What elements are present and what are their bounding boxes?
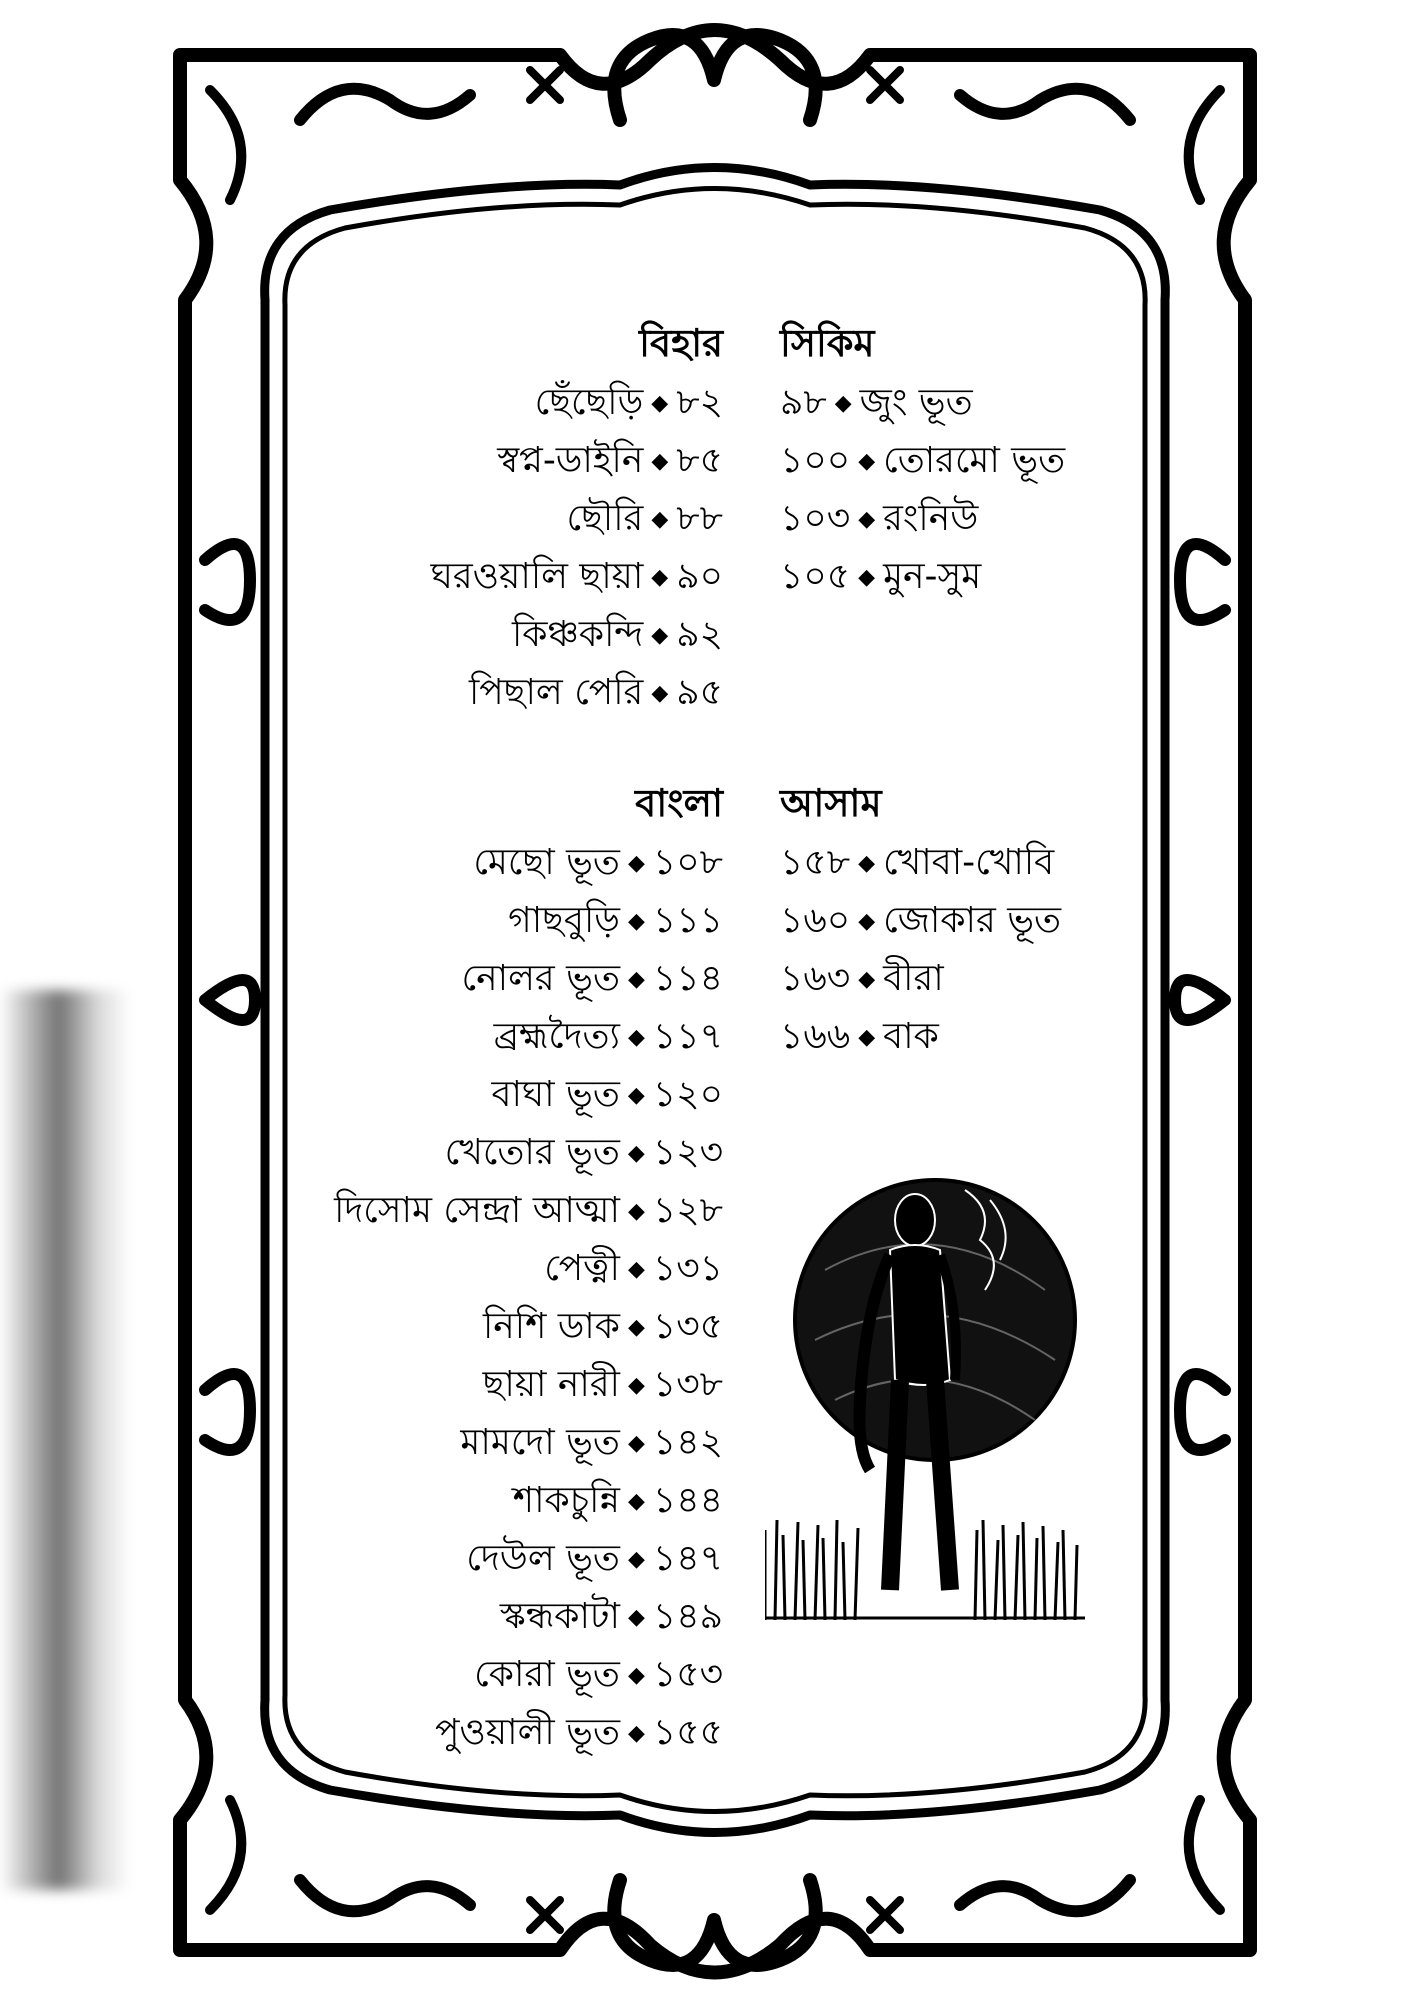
entry-title: ছৌরি: [566, 498, 644, 539]
entry-title: জোকার ভূত: [883, 900, 1062, 941]
toc-entry: [431, 374, 723, 432]
entry-page: ১৪৯: [652, 1596, 723, 1637]
entry-title: দেউল ভূত: [466, 1538, 620, 1579]
toc-entry: [780, 374, 1065, 432]
entry-title: কোরা ভূত: [474, 1654, 620, 1695]
diamond-separator: ◆: [627, 1431, 645, 1456]
diamond-separator: ◆: [627, 1373, 645, 1398]
entry-page: ৮৫: [676, 440, 723, 481]
toc-entry: [431, 606, 723, 664]
toc-entry: [334, 1588, 723, 1646]
toc-entry: [334, 1704, 723, 1762]
entry-page: ১১১: [652, 900, 723, 941]
entry-page: ৯৫: [676, 672, 723, 713]
toc-entry: [780, 548, 1065, 606]
entry-title: ব্রহ্মদৈত্য: [493, 1016, 620, 1057]
toc-entry: [334, 1530, 723, 1588]
diamond-separator: ◆: [627, 851, 645, 876]
entry-title: মামদো ভূত: [460, 1422, 620, 1463]
section-heading-bangla: বাংলা: [635, 781, 723, 825]
toc-entry: [334, 1414, 723, 1472]
entry-page: ১০৩: [780, 498, 851, 539]
entry-page: ১৬০: [780, 900, 851, 941]
entry-page: ১৪৪: [652, 1480, 723, 1521]
diamond-separator: ◆: [627, 967, 645, 992]
entry-page: ১৫৩: [652, 1654, 723, 1695]
entry-title: খোবা-খোবি: [883, 842, 1055, 883]
entry-page: ১৩৫: [652, 1306, 723, 1347]
toc-entry: [780, 950, 1061, 1008]
entry-page: ১২৩: [652, 1132, 723, 1173]
toc-entry: [334, 892, 723, 950]
diamond-separator: ◆: [651, 565, 669, 590]
entry-title: রংনিউ: [883, 498, 979, 539]
toc-entry: [334, 1182, 723, 1240]
section-assam: [780, 778, 1061, 1066]
entry-page: ৯৮: [780, 382, 827, 423]
entry-page: ১৪২: [652, 1422, 723, 1463]
entry-page: ১০০: [780, 440, 851, 481]
toc-entry: [431, 432, 723, 490]
section-heading-assam: আসাম: [780, 781, 882, 825]
entry-title: বাক: [883, 1016, 939, 1057]
diamond-separator: ◆: [627, 1083, 645, 1108]
entry-title: নিশি ডাক: [482, 1306, 620, 1347]
entry-page: ১২৮: [652, 1190, 723, 1231]
entry-title: শাকচুন্নি: [512, 1480, 620, 1521]
entry-title: ছেঁছেড়ি: [534, 382, 644, 423]
diamond-separator: ◆: [858, 967, 876, 992]
toc-entry: [431, 664, 723, 722]
entry-page: ১৬৩: [780, 958, 851, 999]
diamond-separator: ◆: [858, 507, 876, 532]
toc-entry: [334, 1008, 723, 1066]
entry-page: ৮৮: [676, 498, 723, 539]
entry-title: দিসোম সেন্দ্রা আত্মা: [334, 1190, 620, 1231]
toc-entry: [780, 490, 1065, 548]
section-sikkim: [780, 318, 1065, 606]
entry-page: ১৩১: [652, 1248, 723, 1289]
section-heading-bihar: বিহার: [639, 321, 723, 365]
diamond-separator: ◆: [627, 1489, 645, 1514]
entry-title: গাছবুড়ি: [508, 900, 620, 941]
diamond-separator: ◆: [858, 1025, 876, 1050]
entry-page: ১২০: [652, 1074, 723, 1115]
section-bihar: [431, 318, 723, 722]
diamond-separator: ◆: [858, 851, 876, 876]
entry-title: নোলর ভূত: [461, 958, 620, 999]
toc-entry: [334, 950, 723, 1008]
entry-page: ১৫৮: [780, 842, 851, 883]
entry-title: স্কন্ধকাটা: [499, 1596, 620, 1637]
toc-entry: [334, 834, 723, 892]
entry-title: কিঞ্চকন্দি: [511, 614, 644, 655]
diamond-separator: ◆: [858, 565, 876, 590]
diamond-separator: ◆: [858, 909, 876, 934]
entry-page: ১৬৬: [780, 1016, 851, 1057]
toc-entry: [780, 1008, 1061, 1066]
entry-page: ১৪৭: [652, 1538, 723, 1579]
entry-title: পুওয়ালী ভূত: [435, 1712, 620, 1753]
entry-title: বীরা: [883, 958, 944, 999]
diamond-separator: ◆: [627, 1721, 645, 1746]
entry-title: স্বপ্ন-ডাইনি: [497, 440, 644, 481]
toc-entry: [780, 834, 1061, 892]
diamond-separator: ◆: [651, 391, 669, 416]
entry-page: ১৩৮: [652, 1364, 723, 1405]
section-heading-sikkim: সিকিম: [780, 321, 875, 365]
entry-title: জুং ভূত: [859, 382, 973, 423]
ghost-illustration: [765, 1150, 1085, 1620]
entry-title: ছায়া নারী: [482, 1364, 620, 1405]
entry-title: মুন-সুম: [883, 556, 982, 597]
entry-page: ১১৭: [652, 1016, 723, 1057]
diamond-separator: ◆: [858, 449, 876, 474]
diamond-separator: ◆: [651, 449, 669, 474]
diamond-separator: ◆: [627, 1663, 645, 1688]
entry-page: ১০৮: [652, 842, 723, 883]
toc-entry: [334, 1356, 723, 1414]
diamond-separator: ◆: [627, 1141, 645, 1166]
entry-page: ১১৪: [652, 958, 723, 999]
toc-entry: [334, 1298, 723, 1356]
diamond-separator: ◆: [627, 1605, 645, 1630]
entry-title: খেতোর ভূত: [444, 1132, 620, 1173]
entry-page: ৯০: [676, 556, 723, 597]
toc-entry: [334, 1124, 723, 1182]
toc-entry: [334, 1066, 723, 1124]
entry-title: পেত্নী: [544, 1248, 620, 1289]
section-bangla: [334, 778, 723, 1762]
entry-title: তোরমো ভূত: [883, 440, 1066, 481]
diamond-separator: ◆: [651, 507, 669, 532]
diamond-separator: ◆: [627, 1257, 645, 1282]
diamond-separator: ◆: [627, 1199, 645, 1224]
toc-entry: [780, 892, 1061, 950]
entry-title: ঘরওয়ালি ছায়া: [430, 556, 644, 597]
diamond-separator: ◆: [651, 681, 669, 706]
toc-entry: [334, 1472, 723, 1530]
toc-entry: [431, 548, 723, 606]
diamond-separator: ◆: [627, 1547, 645, 1572]
entry-page: ৮২: [676, 382, 723, 423]
toc-entry: [780, 432, 1065, 490]
diamond-separator: ◆: [627, 1315, 645, 1340]
entry-page: ৯২: [676, 614, 723, 655]
entry-title: মেছো ভূত: [473, 842, 620, 883]
toc-entry: [334, 1240, 723, 1298]
diamond-separator: ◆: [627, 909, 645, 934]
entry-title: পিছাল পেরি: [468, 672, 644, 713]
diamond-separator: ◆: [651, 623, 669, 648]
entry-page: ১৫৫: [652, 1712, 723, 1753]
entry-title: বাঘা ভূত: [491, 1074, 620, 1115]
toc-entry: [334, 1646, 723, 1704]
toc-entry: [431, 490, 723, 548]
entry-page: ১০৫: [780, 556, 851, 597]
diamond-separator: ◆: [627, 1025, 645, 1050]
diamond-separator: ◆: [834, 391, 852, 416]
